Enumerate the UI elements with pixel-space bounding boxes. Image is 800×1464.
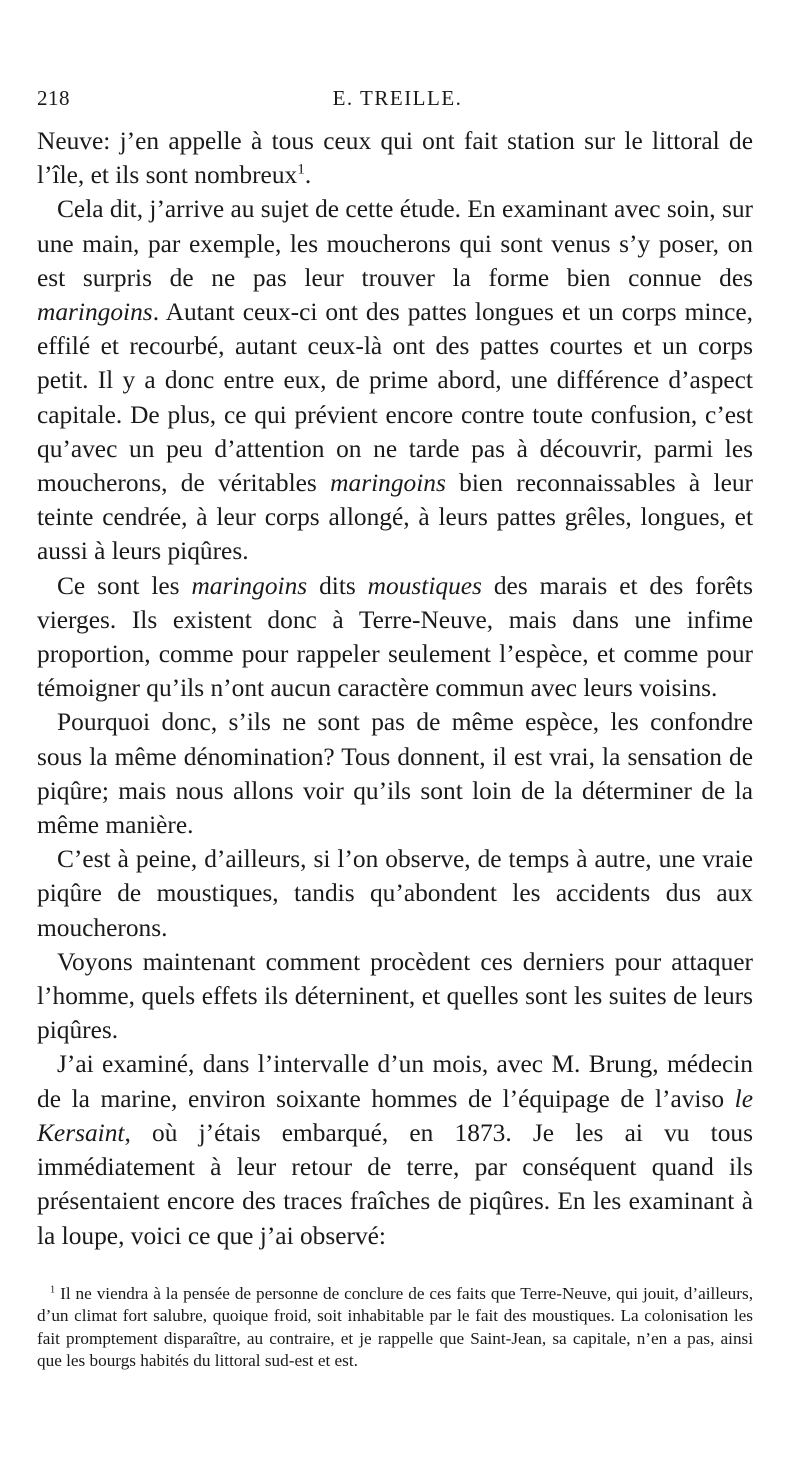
text-run: Cela dit, j’arrive au sujet de cette étude. En examinant avec soin, sur une main, par exemple, les moucherons qui sont venus s’y poser, on est surpris de ne pas leur trouver la forme bien connue des — [37, 195, 753, 292]
text-run: Ce sont les — [57, 571, 192, 600]
italic-term: maringoins — [330, 469, 446, 498]
paragraph — [37, 124, 753, 192]
running-header — [37, 86, 758, 116]
paragraph — [37, 842, 753, 945]
italic-term: le Kersaint — [37, 1084, 753, 1147]
italic-term: maringoins — [37, 298, 153, 327]
footnote-text: Il ne viendra à la pensée de personne de conclure de ces faits que Terre-Neuve, qui jouit, d’ailleurs, d’un climat fort salubre, quoique froid, soit inhabitable par le fait des moustiques. La colonisation les fait promptement disparaître, au contraire, et je rappelle que Saint-Jean, sa capitale, n’en a pas, ainsi que les bourgs habités du littoral sud-est et est. — [37, 1284, 753, 1371]
footnote-reference: 1 — [297, 160, 305, 178]
text-run: J’ai examiné, dans l’intervalle d’un mois, avec M. Brung, médecin de la marine, environ soixante hommes de l’équipage de l’aviso — [37, 1050, 753, 1113]
footnote-paragraph — [37, 1283, 753, 1373]
text-run: dits — [307, 571, 368, 600]
body-text — [37, 124, 753, 1253]
italic-term: maringoins — [191, 571, 308, 600]
text-run: C’est à peine, d’ailleurs, si l’on observe, de temps à autre, une vraie piqûre de moustiques, tandis qu’abondent les accidents dus aux moucherons. — [37, 845, 753, 942]
running-title: E. TREILLE. — [332, 86, 463, 110]
paragraph — [37, 705, 753, 842]
text-run: bien reconnaissables à leur teinte cendrée, à leur corps allongé, à leurs pattes grêles, longues, et aussi à leurs piqûres. — [37, 469, 754, 566]
footnote — [37, 1283, 753, 1373]
paragraph — [37, 1047, 753, 1252]
text-run: des marais et des forêts vierges. Ils existent donc à Terre-Neuve, mais dans une infime proportion, comme pour rappeler seulement l’espèce, et comme pour témoigner qu’ils n’ont aucun caractère commun avec leurs voisins. — [37, 571, 753, 703]
paragraph — [37, 945, 753, 1048]
paragraph — [37, 192, 753, 568]
footnote-marker: 1 — [50, 1284, 56, 1296]
paragraph — [37, 569, 753, 706]
text-run: Voyons maintenant comment procèdent ces derniers pour attaquer l’homme, quels effets ils déterninent, et quelles sont les suites de leurs piqûres. — [37, 947, 753, 1045]
text-run: , où j’étais embarqué, en 1873. Je les ai vu tous immédiatement à leur retour de terre, par conséquent quand ils présentaient encore des traces fraîches de piqûres. En les examinant à la loupe, voici ce que j’ai observé: — [37, 1118, 753, 1250]
italic-term: moustiques — [367, 571, 482, 600]
text-run: . — [304, 161, 312, 190]
text-run: Pourquoi donc, s’ils ne sont pas de même espèce, les confondre sous la même dénomination? Tous donnent, il est vrai, la sensation de piqûre; mais nous allons voir qu’ils sont loin de la déterminer de la même manière. — [37, 708, 753, 840]
text-run: Neuve: j’en appelle à tous ceux qui ont fait station sur le littoral de l’île, et ils sont nombreux — [37, 127, 753, 190]
text-run: . Autant ceux-ci ont des pattes longues et un corps mince, effilé et recourbé, autant ceux-là ont des pattes courtes et un corps petit. Il y a donc entre eux, de prime abord, une différence d’aspect capitale. De plus, ce qui prévient encore contre toute confusion, c’est qu’avec un peu d’attention on ne tarde pas à découvrir, parmi les moucherons, de véritables — [37, 298, 753, 498]
page-number: 218 — [37, 86, 70, 110]
